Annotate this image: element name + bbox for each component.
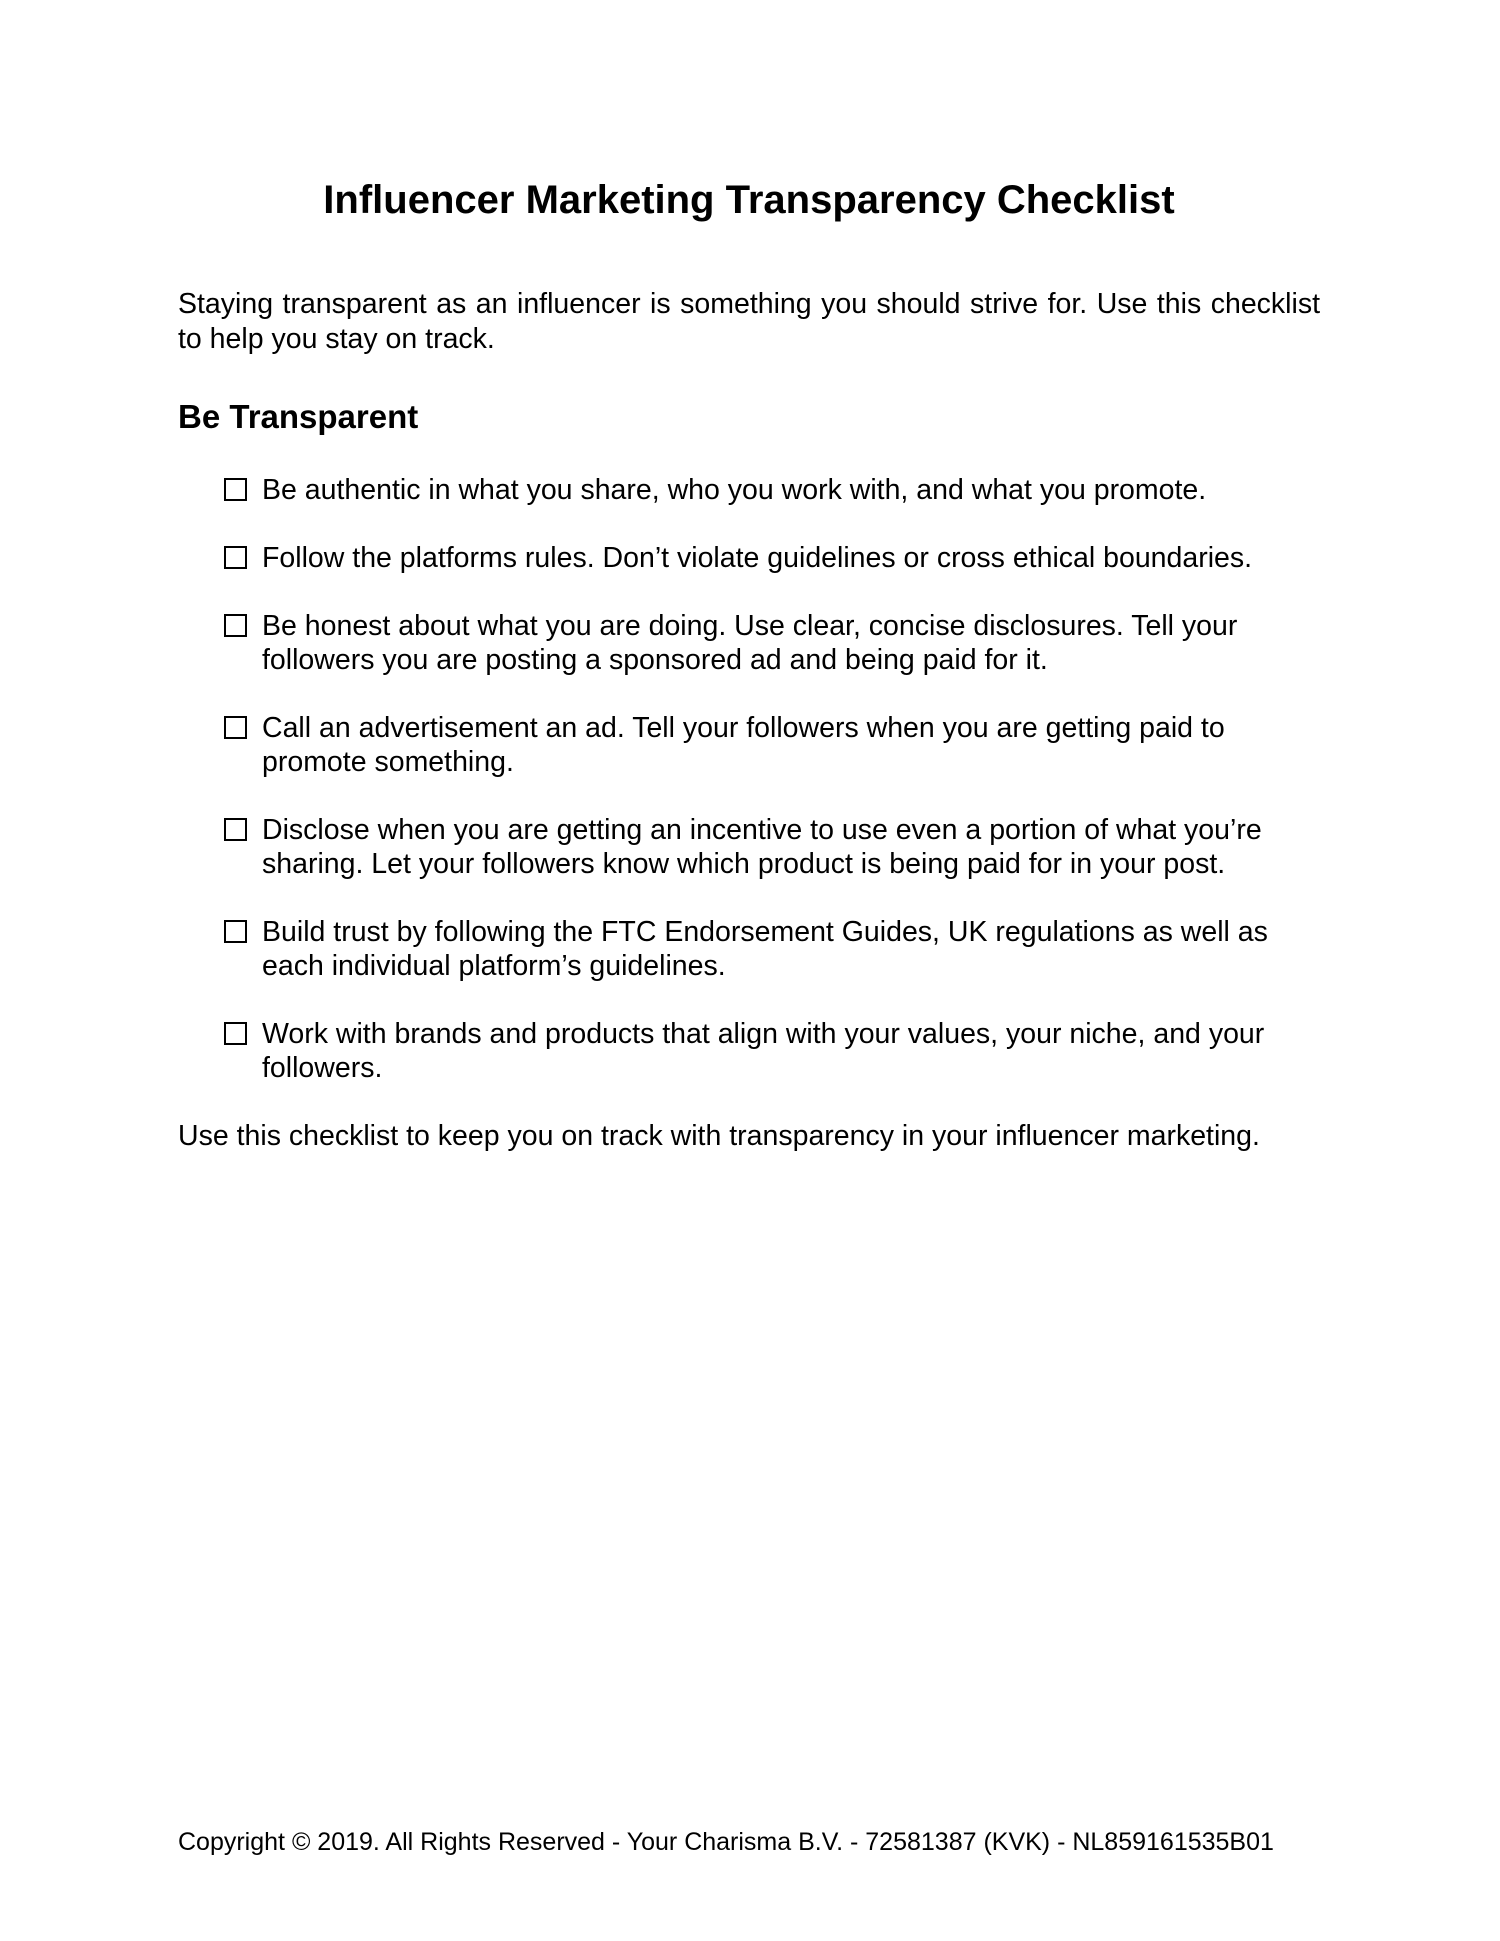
checklist-item bbox=[178, 609, 1320, 677]
checkbox-icon bbox=[224, 1022, 247, 1045]
intro-paragraph: Staying transparent as an influencer is something you should strive for. Use this checklist to help you stay on track. bbox=[178, 288, 1320, 355]
checkbox-icon bbox=[224, 716, 247, 739]
checkbox-icon bbox=[224, 818, 247, 841]
checklist-item bbox=[178, 711, 1320, 779]
checklist-item-text: Be honest about what you are doing. Use clear, concise disclosures. Tell your followers you are posting a sponsored ad and being paid for it. bbox=[262, 610, 1238, 676]
checklist-item-text: Follow the platforms rules. Don’t violate guidelines or cross ethical boundaries. bbox=[262, 542, 1253, 574]
checklist-item bbox=[178, 915, 1320, 983]
copyright-footer: Copyright © 2019. All Rights Reserved - Your Charisma B.V. - 72581387 (KVK) - NL859161535B01 bbox=[178, 1828, 1274, 1856]
checkbox-icon bbox=[224, 614, 247, 637]
section-heading: Be Transparent bbox=[178, 398, 419, 435]
checklist-item bbox=[178, 1017, 1320, 1085]
checklist bbox=[178, 473, 1320, 1085]
checkbox-icon bbox=[224, 478, 247, 501]
checklist-item-text: Call an advertisement an ad. Tell your followers when you are getting paid to promote something. bbox=[262, 712, 1225, 778]
checklist-item-text: Disclose when you are getting an incentive to use even a portion of what you’re sharing. Let your followers know which product is being paid for in your post. bbox=[262, 814, 1262, 880]
checkbox-icon bbox=[224, 920, 247, 943]
checkbox-icon bbox=[224, 546, 247, 569]
checklist-item-text: Be authentic in what you share, who you work with, and what you promote. bbox=[262, 474, 1207, 506]
checklist-item bbox=[178, 541, 1320, 575]
checklist-item bbox=[178, 473, 1320, 507]
page-title: Influencer Marketing Transparency Checklist bbox=[323, 178, 1175, 222]
checklist-item bbox=[178, 813, 1320, 881]
checklist-item-text: Work with brands and products that align with your values, your niche, and your followers. bbox=[262, 1018, 1265, 1084]
checklist-item-text: Build trust by following the FTC Endorsement Guides, UK regulations as well as each individual platform’s guidelines. bbox=[262, 916, 1268, 982]
closing-paragraph: Use this checklist to keep you on track with transparency in your influencer marketing. bbox=[178, 1120, 1260, 1152]
